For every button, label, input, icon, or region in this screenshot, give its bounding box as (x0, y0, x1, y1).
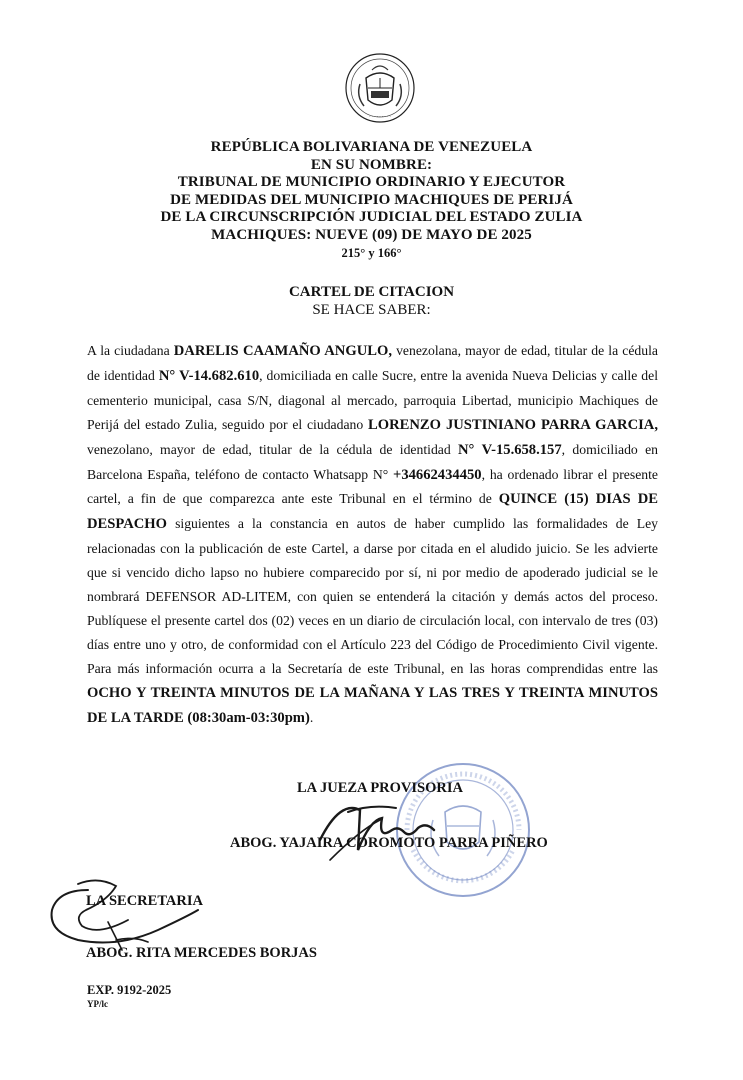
id-plaintiff: N° V-15.658.157 (458, 441, 562, 458)
header-years: 215° y 166° (341, 245, 402, 260)
coat-of-arms-seal-icon (342, 50, 418, 130)
header-line: EN SU NOMBRE: (310, 156, 433, 173)
body-paragraph (87, 339, 658, 731)
body-text (87, 339, 658, 731)
svg-text:· · · · · · · · ·: · · · · · · · · · (369, 114, 391, 119)
document-title: CARTEL DE CITACION (288, 284, 455, 300)
header-block (0, 139, 743, 261)
header-line: TRIBUNAL DE MUNICIPIO ORDINARIO Y EJECUTOR (177, 174, 566, 191)
expediente-number: EXP. 9192-2025 (87, 983, 172, 997)
id-defendant: N° V-14.682.610 (158, 367, 260, 384)
document-subtitle: SE HACE SABER: (312, 302, 431, 318)
term-days: QUINCE (15) DIAS DE DESPACHO (87, 491, 658, 533)
body-segment: . (309, 709, 314, 725)
judge-title: LA JUEZA PROVISORIA (297, 780, 463, 796)
header-line: REPÚBLICA BOLIVARIANA DE VENEZUELA (210, 139, 533, 155)
body-segment: , domiciliado en Barcelona España, teléfono de contacto Whatsapp N° (87, 441, 658, 482)
body-segment: venezolano, mayor de edad, titular de la cédula de identidad (87, 441, 459, 457)
header-line: DE MEDIDAS DEL MUNICIPIO MACHIQUES DE PERIJÁ (170, 191, 573, 208)
secretary-title: LA SECRETARIA (86, 893, 203, 909)
title-block (0, 283, 743, 319)
judge-name: ABOG. YAJAIRA COROMOTO PARRA PIÑERO (230, 835, 548, 851)
office-hours: OCHO Y TREINTA MINUTOS DE LA MAÑANA Y LAS TRES Y TREINTA MINUTOS DE LA TARDE (08:30am-03:30pm) (87, 684, 658, 726)
initials: YP/lc (87, 999, 108, 1009)
body-segment: venezolana, mayor de edad, titular de la cédula de identidad (87, 343, 658, 383)
header-date: MACHIQUES: NUEVE (09) DE MAYO DE 2025 (211, 226, 532, 243)
secretary-name: ABOG. RITA MERCEDES BORJAS (86, 945, 317, 961)
whatsapp-number: +34662434450 (393, 466, 482, 483)
body-segment: , domiciliada en calle Sucre, entre la avenida Nueva Delicias y calle del cementerio municipal, casa S/N, diagonal al mercado, parroquia Libertad, municipio Machiques de Perijá del estado Zulia, seguido por el ciudadano (87, 367, 658, 432)
body-segment: , ha ordenado librar el presente cartel, a fin de que comparezca ante este Tribunal en el término de (87, 466, 658, 507)
name-defendant: DARELIS CAAMAÑO ANGULO, (173, 343, 392, 359)
header-line: DE LA CIRCUNSCRIPCIÓN JUDICIAL DEL ESTADO ZULIA (160, 209, 583, 226)
body-segment: A la ciudadana (87, 343, 174, 358)
body-segment: siguientes a la constancia en autos de haber cumplido las formalidades de Ley relacionadas con la publicación de este Cartel, a darse por citada en el aludido juicio. Se les advierte que si vencido dicho lapso no hubiere comparecido por sí, ni por medio de apoderado judicial se le nombrará DEFENSOR AD-LITEM, con quien se entenderá la citación y demás actos del proceso. Publíquese el presente cartel dos (02) veces en un diario de circulación local, con intervalo de tres (03) días entre uno y otro, de conformidad con el Artículo 223 del Código de Procedimiento Civil vigente. Para más información ocurra a la Secretaría de este Tribunal, en las horas comprendidas entre las (87, 516, 658, 676)
judge-signature-icon (300, 790, 450, 870)
name-plaintiff: LORENZO JUSTINIANO PARRA GARCIA, (368, 416, 658, 433)
